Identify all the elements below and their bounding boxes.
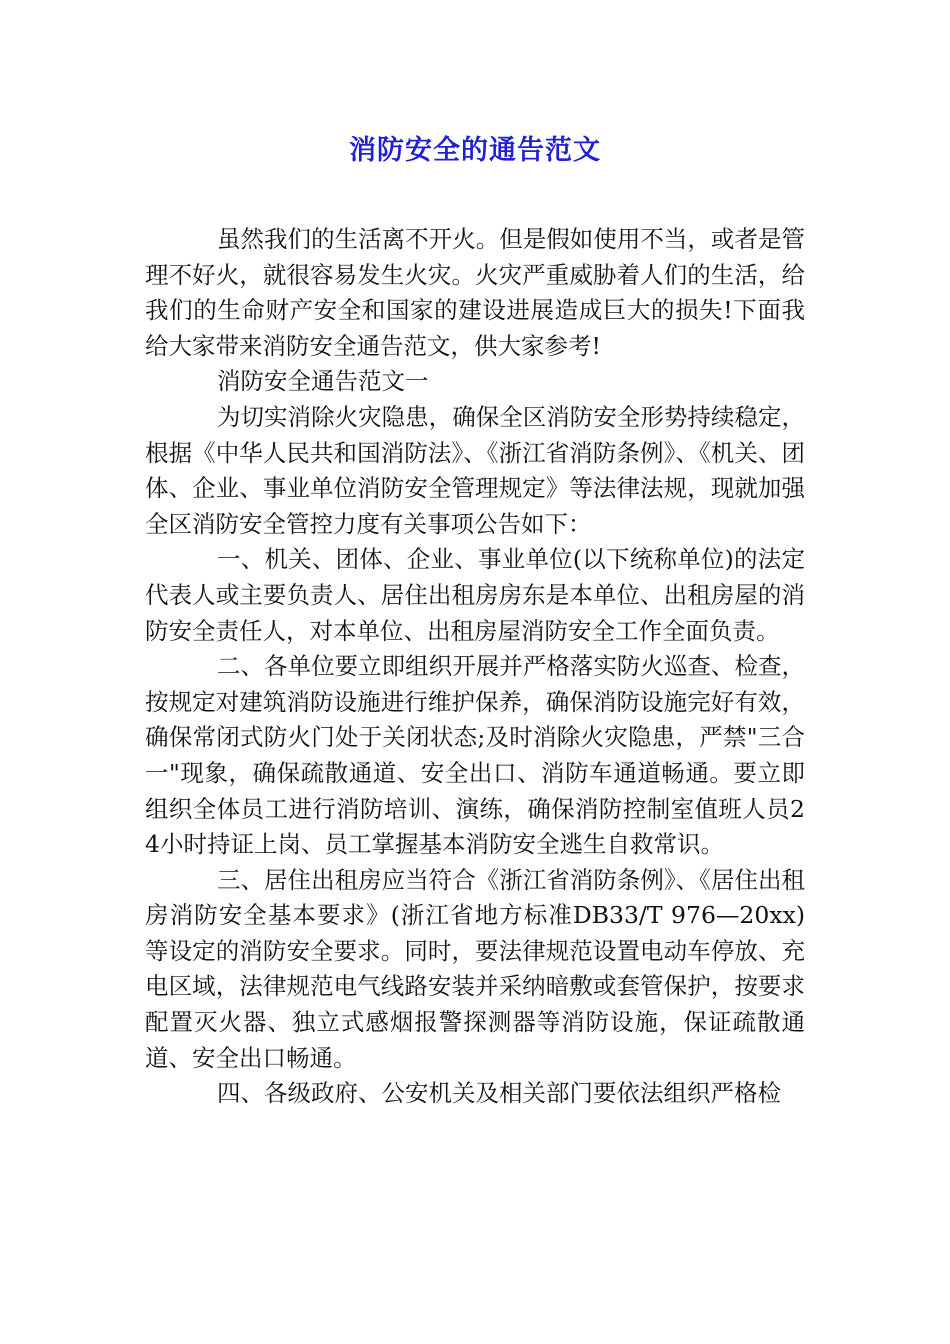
body-paragraph: 四、各级政府、公安机关及相关部门要依法组织严格检 (217, 1079, 781, 1108)
body-paragraph: 三、居住出租房应当符合《浙江省消防条例》、《居住出租房消防安全基本要求》(浙江省地方标准DB33/T 976—20xx)等设定的消防安全要求。同时，要法律规范设置电动车停放、充电区域，法律规范电气线路安装并采纳暗敷或套管保护，按要求配置灭火器、独立式感烟报警探测器等消防设施，保证疏散通道、安全出口畅通。 (145, 865, 805, 1072)
body-paragraph: 为切实消除火灾隐患，确保全区消防安全形势持续稳定，根据《中华人民共和国消防法》、《浙江省消防条例》、《机关、团体、企业、事业单位消防安全管理规定》等法律法规，现就加强全区消防安全管控力度有关事项公告如下： (145, 402, 805, 538)
body-paragraph: 二、各单位要立即组织开展并严格落实防火巡查、检查，按规定对建筑消防设施进行维护保养，确保消防设施完好有效，确保常闭式防火门处于关闭状态;及时消除火灾隐患，严禁"三合一"现象，确保疏散通道、安全出口、消防车通道畅通。要立即组织全体员工进行消防培训、演练，确保消防控制室值班人员24小时持证上岗、员工掌握基本消防安全逃生自救常识。 (145, 652, 805, 859)
body-paragraph: 一、机关、团体、企业、事业单位(以下统称单位)的法定代表人或主要负责人、居住出租房房东是本单位、出租房屋的消防安全责任人，对本单位、出租房屋消防安全工作全面负责。 (145, 545, 805, 645)
document-title: 消防安全的通告范文 (349, 135, 601, 166)
intro-paragraph: 虽然我们的生活离不开火。但是假如使用不当，或者是管理不好火，就很容易发生火灾。火灾严重威胁着人们的生活，给我们的生命财产安全和国家的建设进展造成巨大的损失!下面我给大家带来消防安全通告范文，供大家参考! (145, 225, 805, 360)
document-body (145, 222, 805, 1112)
section-heading: 消防安全通告范文一 (217, 367, 429, 396)
